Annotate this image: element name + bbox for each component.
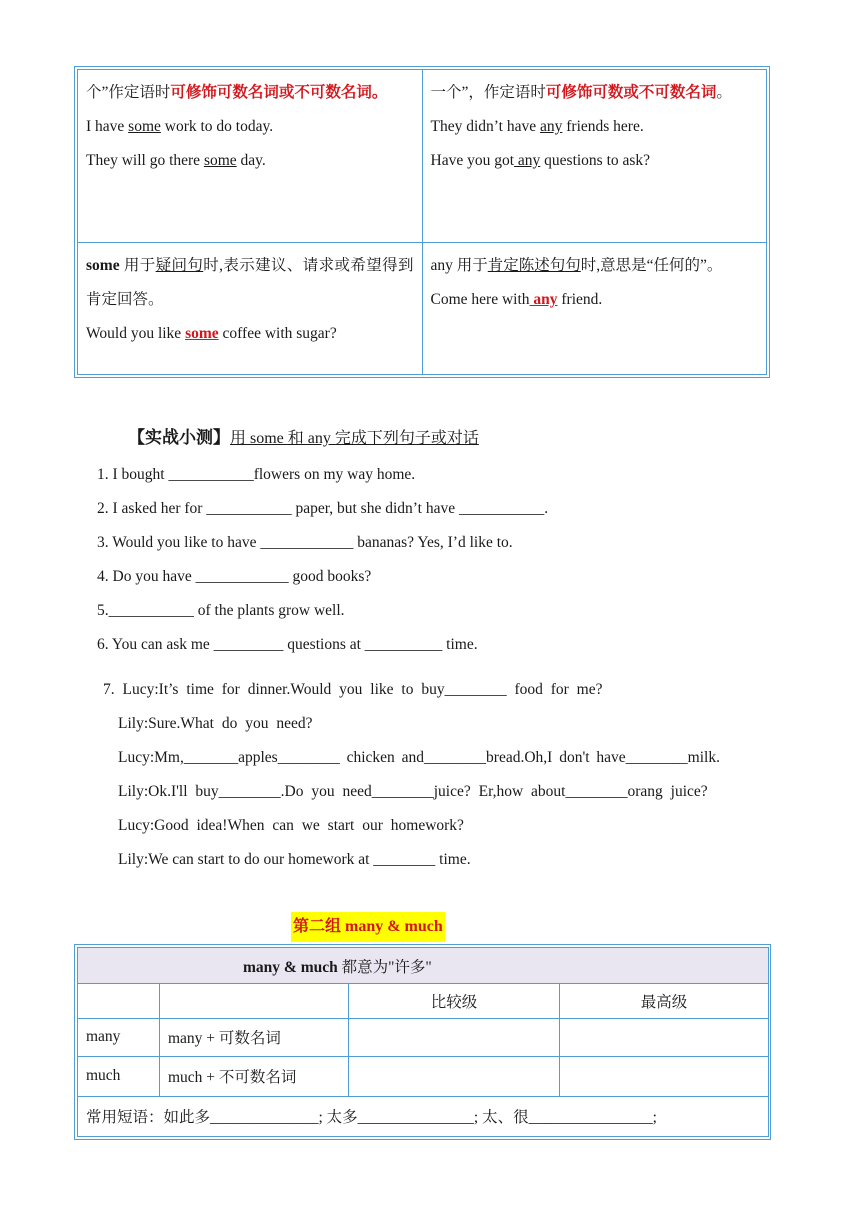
keyword-some: some [86, 257, 120, 274]
any-definition-prefix: 一个”，作定语时 [430, 84, 546, 101]
dialogue-line-3: Lily:Ok.I'll buy________.Do you need________juice? Er,how about________orang juice? [118, 783, 708, 800]
rule-text: 时,意思是“任何的”。 [580, 257, 723, 274]
some-any-usage-table [74, 66, 770, 378]
dialogue-line-1: Lily:Sure.What do you need? [118, 715, 313, 732]
example-text: work to do today. [160, 118, 274, 135]
common-phrases: 常用短语：如此多______________; 太多_______________; 太、很________________; [78, 1096, 769, 1136]
example-text: I have [86, 118, 129, 135]
question-4: 4. Do you have ____________ good books? [97, 568, 372, 585]
example-text: questions to ask? [540, 152, 651, 169]
much-comparative-blank [349, 1056, 560, 1096]
header-meaning: 都意为"许多" [337, 958, 432, 976]
any-affirmative-example [431, 283, 759, 317]
some-question-rule [86, 249, 414, 317]
example-text: Have you got [430, 152, 515, 169]
example-text: day. [236, 152, 266, 169]
example-text: They will go there [86, 152, 204, 169]
table-cell-some-usage [78, 70, 423, 243]
example-keyword-red: any [529, 291, 558, 308]
rule-underlined: 肯定陈述句句 [487, 257, 581, 274]
column-header-superlative: 最高级 [560, 984, 769, 1019]
header-keyword: many & much [243, 958, 338, 976]
any-affirmative-rule [431, 249, 759, 283]
many-much-table [74, 944, 771, 1140]
example-keyword: any [539, 118, 563, 135]
practice-title-bracket: 【实战小测】 [128, 428, 230, 447]
question-3: 3. Would you like to have ____________ bananas? Yes, I’d like to. [97, 534, 513, 551]
example-text: Come here with [430, 291, 530, 308]
many-usage: many + 可数名词 [160, 1019, 349, 1056]
question-5: 5.___________ of the plants grow well. [97, 602, 345, 619]
example-keyword: some [128, 118, 161, 135]
example-keyword: some [203, 152, 237, 169]
empty-cell [160, 984, 349, 1019]
example-text: friend. [557, 291, 603, 308]
some-question-example [86, 317, 414, 351]
question-2: 2. I asked her for ___________ paper, but she didn’t have ___________. [97, 500, 549, 517]
practice-title-instruction: 用 some 和 any 完成下列句子或对话 [230, 430, 479, 447]
question-7: 7. Lucy:It’s time for dinner.Would you like to buy________ food for me? [103, 681, 603, 698]
many-comparative-blank [349, 1019, 560, 1056]
example-keyword-red: some [185, 325, 219, 342]
much-superlative-blank [560, 1056, 769, 1096]
table-cell-any-usage [422, 70, 767, 243]
any-example-1 [431, 110, 759, 144]
rule-underlined: 疑问句 [155, 257, 204, 274]
example-text: friends here. [562, 118, 644, 135]
row-label-much: much [78, 1056, 160, 1096]
table-cell-some-question [78, 243, 423, 375]
question-6: 6. You can ask me _________ questions at __________ time. [97, 636, 478, 653]
some-example-1 [86, 110, 414, 144]
table-cell-any-affirmative [422, 243, 767, 375]
example-keyword: any [514, 152, 541, 169]
many-much-header [78, 948, 769, 984]
practice-title [128, 423, 479, 448]
example-text: coffee with sugar? [218, 325, 337, 342]
any-definition-suffix: 。 [716, 84, 732, 101]
any-definition-highlight: 可修饰可数或不可数名词 [545, 84, 717, 101]
dialogue-line-5: Lily:We can start to do our homework at ________ time. [118, 851, 471, 868]
column-header-comparative: 比较级 [349, 984, 560, 1019]
many-superlative-blank [560, 1019, 769, 1056]
much-usage: much + 不可数名词 [160, 1056, 349, 1096]
some-example-2 [86, 144, 414, 178]
some-definition-highlight: 可修饰可数名词或不可数名词。 [170, 84, 388, 101]
row-label-many: many [78, 1019, 160, 1056]
group-2-heading: 第二组 many & much [291, 912, 445, 942]
example-text: Would you like [86, 325, 186, 342]
example-text: They didn’t have [430, 118, 540, 135]
some-definition [86, 76, 414, 110]
question-1: 1. I bought ___________flowers on my way home. [97, 466, 416, 483]
any-example-2 [431, 144, 759, 178]
empty-cell [78, 984, 160, 1019]
rule-text: 用于 [119, 257, 156, 274]
any-definition [431, 76, 759, 110]
rule-text: any 用于 [430, 257, 488, 274]
dialogue-line-4: Lucy:Good idea!When can we start our homework? [118, 817, 464, 834]
some-definition-prefix: 个”作定语时 [86, 84, 171, 101]
dialogue-line-2: Lucy:Mm,_______apples________ chicken and________bread.Oh,I don't have________milk. [118, 749, 720, 766]
rule-text: 时,表示建议、请求或希望得到肯定回答。 [86, 257, 414, 308]
